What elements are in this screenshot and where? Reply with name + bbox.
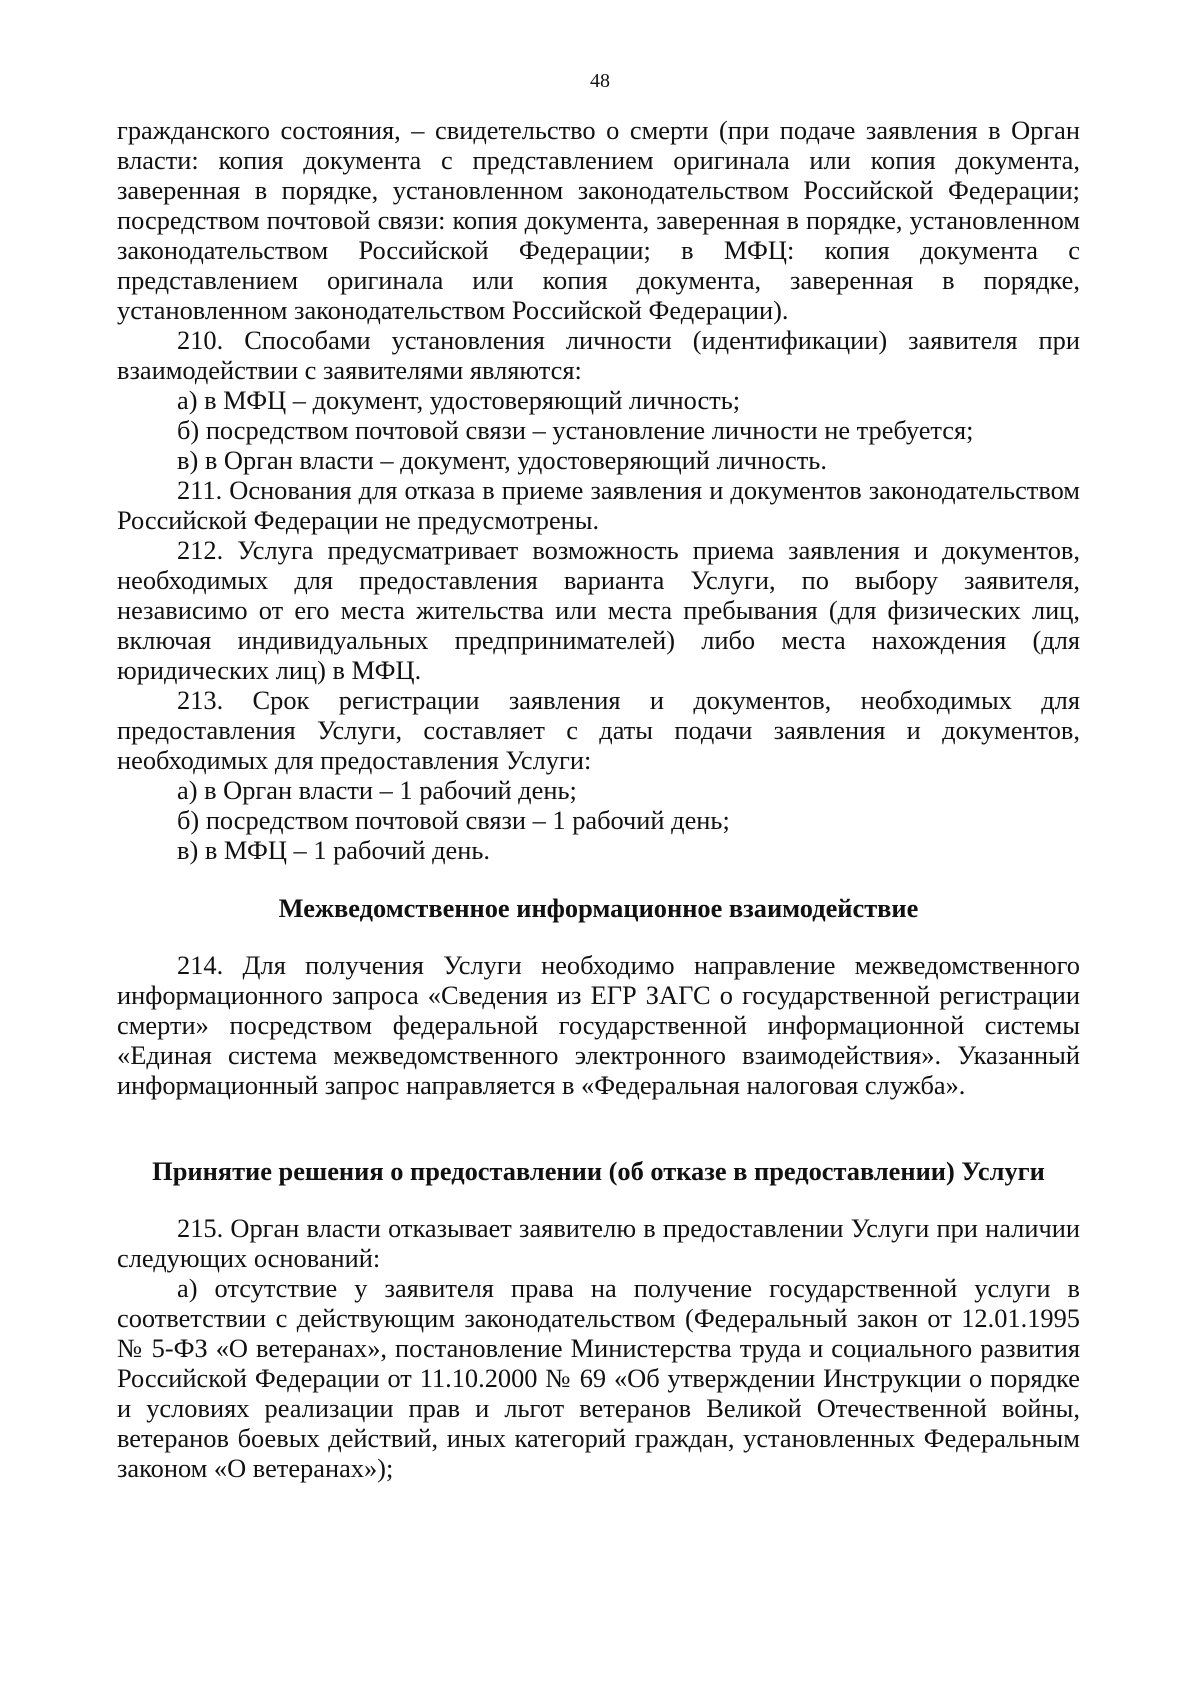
paragraph-213-b: б) посредством почтовой связи – 1 рабочий день; [177,805,730,835]
page-number: 48 [590,70,610,92]
paragraph-211: 211. Основания для отказа в приеме заявления и документов законодательством Российской Федерации не предусмотрены. [117,475,1080,535]
paragraph-212: 212. Услуга предусматривает возможность приема заявления и документов, необходимых для предоставления варианта Услуги, по выбору заявителя, независимо от его места жительства или места пребывания (для физических лиц, включая индивидуальных предпринимателей) либо места нахождения (для юридических лиц) в МФЦ. [117,535,1080,685]
paragraph-213-v: в) в МФЦ – 1 рабочий день. [177,835,490,865]
section-heading-decision: Принятие решения о предоставлении (об отказе в предоставлении) Услуги [152,1156,1045,1186]
paragraph-210: 210. Способами установления личности (идентификации) заявителя при взаимодействии с заявителями являются: [117,325,1080,385]
paragraph-215: 215. Орган власти отказывает заявителю в предоставлении Услуги при наличии следующих оснований: [117,1213,1080,1273]
paragraph-210-b: б) посредством почтовой связи – установление личности не требуется; [177,415,974,445]
page-content [117,115,1080,1483]
section-heading-interagency: Межведомственное информационное взаимодействие [278,893,919,923]
paragraph-213: 213. Срок регистрации заявления и документов, необходимых для предоставления Услуги, составляет с даты подачи заявления и документов, необходимых для предоставления Услуги: [117,685,1080,775]
paragraph-continuation: гражданского состояния, – свидетельство о смерти (при подаче заявления в Орган власти: копия документа с представлением оригинала или копия документа, заверенная в порядке, установленном законодательством Российской Федерации; посредством почтовой связи: копия документа, заверенная в порядке, установленном законодательством Российской Федерации; в МФЦ: копия документа с представлением оригинала или копия документа, заверенная в порядке, установленном законодательством Российской Федерации). [117,115,1080,325]
paragraph-210-a: а) в МФЦ – документ, удостоверяющий личность; [177,385,741,415]
paragraph-214: 214. Для получения Услуги необходимо направление межведомственного информационного запроса «Сведения из ЕГР ЗАГС о государственной регистрации смерти» посредством федеральной государственной информационной системы «Единая система межведомственного электронного взаимодействия». Указанный информационный запрос направляется в «Федеральная налоговая служба». [117,950,1080,1100]
paragraph-215-a: а) отсутствие у заявителя права на получение государственной услуги в соответствии с действующим законодательством (Федеральный закон от 12.01.1995 № 5-ФЗ «О ветеранах», постановление Министерства труда и социального развития Российской Федерации от 11.10.2000 № 69 «Об утверждении Инструкции о порядке и условиях реализации прав и льгот ветеранов Великой Отечественной войны, ветеранов боевых действий, иных категорий граждан, установленных Федеральным законом «О ветеранах»); [117,1273,1080,1483]
paragraph-210-v: в) в Орган власти – документ, удостоверяющий личность. [177,445,827,475]
paragraph-213-a: а) в Орган власти – 1 рабочий день; [177,775,577,805]
